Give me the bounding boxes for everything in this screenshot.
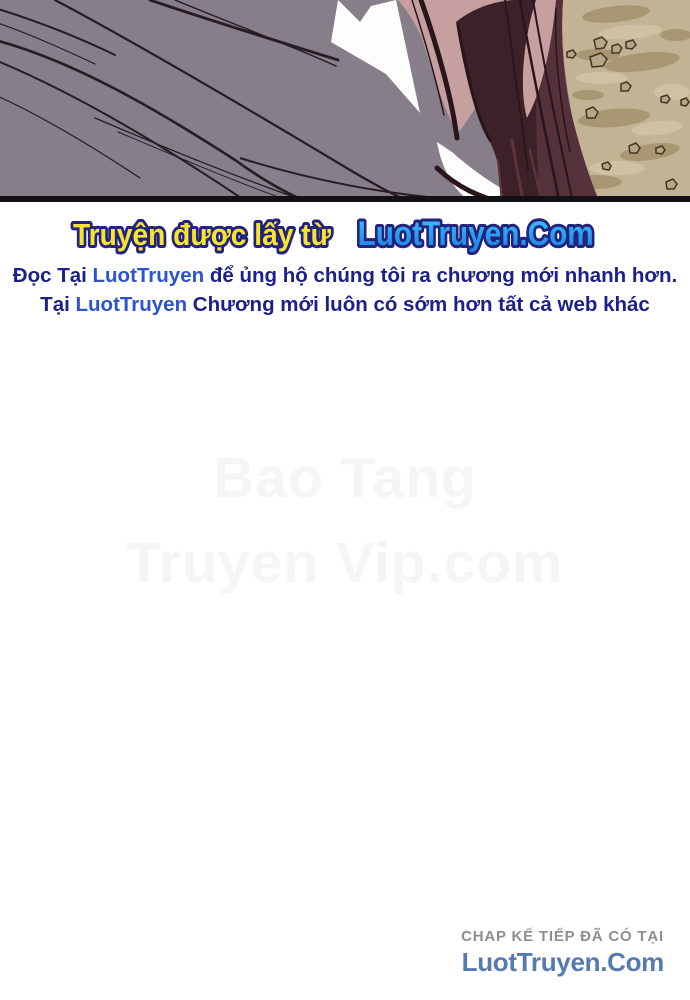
comic-panel-image xyxy=(0,0,690,205)
watermark-line-1: Bao Tang xyxy=(213,446,477,510)
promo-line-2 xyxy=(0,261,690,290)
promo-line3-suffix: Chương mới luôn có sớm hơn tất cả web khác xyxy=(187,293,650,316)
promo-line-3 xyxy=(0,290,690,319)
promo-headline-site: LuotTruyen.Com xyxy=(357,215,594,253)
svg-text:Truyện được lấy từ LuotTru xyxy=(73,215,594,253)
footer xyxy=(461,928,664,978)
panel-border xyxy=(0,196,690,205)
promo-line2-suffix: để ủng hộ chúng tôi ra chương mới nhanh hơn. xyxy=(204,264,678,287)
promo-line2-site-name: LuotTruyen xyxy=(92,264,205,287)
promo-headline xyxy=(0,205,690,261)
promo-line3-site-name: LuotTruyen xyxy=(75,293,188,316)
promo-headline-prefix: Truyện được lấy từ xyxy=(73,217,332,252)
footer-site-name: LuotTruyen.Com xyxy=(461,947,664,977)
site-watermark xyxy=(0,436,690,606)
promo-line2-prefix: Đọc Tại xyxy=(12,264,93,287)
promo-line3-prefix: Tại xyxy=(40,293,76,316)
footer-tagline: CHAP KẾ TIẾP ĐÃ CÓ TẠI xyxy=(461,928,664,945)
watermark-line-2: Truyen Vip.com xyxy=(126,531,564,595)
